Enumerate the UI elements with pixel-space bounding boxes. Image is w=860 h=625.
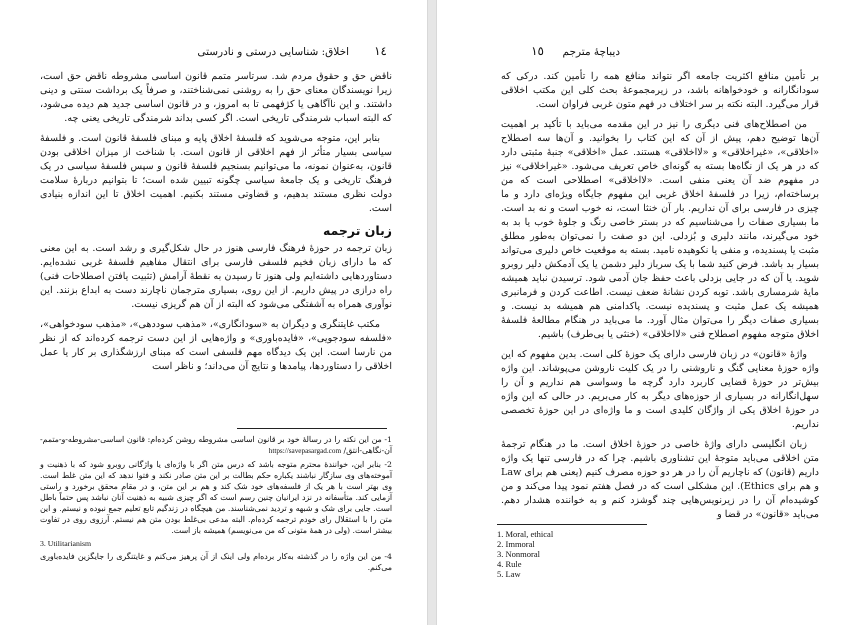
right-body-text xyxy=(501,70,819,528)
left-body-text xyxy=(40,70,392,380)
paragraph: ناقض حق و حقوق مردم شد. سرتاسر متمم قانون اساسی مشروطه ناقض حق است، زیرا نویسندگان معنای حق را به روشنی نمی‌شناختند، و صرفاً یک برداشت سنتی و دینی داشتند. و این ناآگاهی یا کژفهمی تا به امروز، و در قانون اساسی جدید هم دیده می‌شود، که البته اسباب شرمندگی تاریخی است. اگر کسی بداند شرمندگی تاریخی یعنی چه. xyxy=(40,71,392,124)
left-page xyxy=(0,0,428,625)
right-page xyxy=(436,0,860,625)
footnote-rule xyxy=(497,524,647,525)
running-head: دیباچهٔ مترجم xyxy=(562,46,620,58)
running-head: اخلاق: شناسایی درستی و نادرستی xyxy=(197,46,349,58)
paragraph: من اصطلاح‌های فنی دیگری را نیز در این مقدمه می‌باید با تأکید بر اهمیت آن‌ها توضیح دهم، پیش از آن که این کتاب را بخوانید. و آن‌ها سه اصطلاح «اخلاقی»، «غیراخلاقی» و «لااخلاقی» هستند. عمل «اخلاقی» جنبهٔ مثبتی دارد که در هر یک از نگاه‌ها بسته به گونه‌ای خاص تعریف می‌شود. «غیراخلاقی» نیز در مفهوم ضد آن یعنی منفی است. «لااخلاقی» اصطلاحی است که من برساخته‌ام، زیرا در فلسفهٔ اخلاق غربی این مفهوم جایگاه ویژه‌ای دارد و ما چیزی در فارسی برای آن نداریم. بار آن خنثا است، نه خوب است و نه بد است. ما بسیاری صفات را می‌شناسیم که در بستر خاصی رنگ و جلوهٔ خوب یا بد به خود می‌گیرند، مانند دلیری و بُزدلی. این دو صفت را نمی‌توان به‌طور مطلق مثبت یا پسندیده، و منفی یا نکوهیده نامید. بسته به موقعیت خاص دلیری می‌تواند بسیار بد باشد. فرض کنید شما با یک سرباز دلیر دشمن یا یک آدمکش دلیر روبرو شوید. یا آن که در جایی بزدلی باعث حفظ جان آدمی شود. ترسیدن نباید همیشه مایهٔ شرمساری باشد. توبه کردن نشانهٔ ضعف نیست. اطاعت کردن و فرمانبری همیشه یک عمل مثبت و پسندیده نیست. پاکدامنی هم همیشه بد نیست. و بسیاری صفات دیگر را می‌توان مثال آورد. ما می‌باید در هنگام مطالعهٔ فلسفهٔ اخلاق متوجه مفهوم اصطلاح فنی «لااخلاقی» (خنثی یا بی‌طرف) باشیم. xyxy=(501,119,819,340)
footnote: 2. Immoral xyxy=(497,539,535,549)
footnote: 5. Law xyxy=(497,569,521,579)
footnote: 3. Utilitarianism xyxy=(40,539,92,548)
paragraph: زبان انگلیسی دارای واژهٔ خاصی در حوزهٔ اخلاق است. ما در هنگام ترجمهٔ متن اخلاقی می‌باید متوجهٔ این تشناوری باشیم. چرا که در فارسی تنها یک واژه داریم (قانون) که ناچاریم آن را در هر دو حوزه مصرف کنیم (یعنی هم برای Law و هم برای Ethics). این مشکلی است که در فصل هفتم نمود پیدا می‌کند و من کوشیده‌ام آن را در زیرنویس‌هایی چند گوشزد کنم و به خواننده هشدار دهم. می‌باید «قانون» در قضا و xyxy=(501,439,819,520)
paragraph: واژهٔ «قانون» در زبان فارسی دارای یک حوزهٔ کلی است. بدین مفهوم که این واژه حوزهٔ معنایی گنگ و ناروشنی را در یک کلیت ناروشن می‌پوشاند. این واژه بیش‌تر در حوزهٔ قضایی کاربرد دارد گرچه ما وسواسی هم نداریم و آن را سهل‌انگارانه در بسیاری از حوزه‌های دیگر به کار می‌بریم. در حالی که این واژه در حوزهٔ اخلاق یکی از واژگان کلیدی است و ما واژه‌ای در این حوزهٔ تخصصی نداریم. xyxy=(501,349,819,430)
footnote: 3. Nonmoral xyxy=(497,549,540,559)
paragraph: بر تأمین منافع اکثریت جامعه اگر نتواند منافع همه را تأمین کند. درکی که سودانگارانه و خودخواهانه باشد، در زیرمجموعهٔ بحث کلی این مکتب اخلاقی قرار می‌گیرد. البته نکته بر سر اختلاف در فهم متون غربی فراوان است. xyxy=(501,71,819,110)
page-number: ١٤ xyxy=(374,44,387,58)
footnote: 4- من این واژه را در گذشته به‌کار برده‌ام ولی اینک از آن پرهیز می‌کنم و غایتنگری را جایگزین فایده‌باوری می‌کنم. xyxy=(40,552,392,572)
section-heading: زبان ترجمه xyxy=(322,223,392,238)
footnote: 4. Rule xyxy=(497,559,522,569)
page-number: ١٥ xyxy=(531,44,544,58)
book-gutter xyxy=(428,0,436,625)
footnote-rule xyxy=(237,428,387,429)
footnote: 2- بنابر این، خوانندهٔ محترم متوجه باشد که درس متن اگر با واژه‌ای یا واژگانی روبرو شود که با ذهنیت و آموخته‌های وی سازگار نباشند یکباره حکم بطالت بر این متن صادر نکند و فتوا ندهد که این متن غلط است. وی بهتر است با هر یک از فلسفه‌های خود شک کند و هم بر این متن، و در مقام محقق برخورد و راستی آزمایی کند. متأسفانه در نزد ایرانیان چنین رسم است که اگر چیزی شبیه به ذهنیت آنان نباشد پس حتماً باطل است. جایی برای شک و شبهه و تردید نمی‌شناسند. من هیچگاه در زندگیم تابع تعلیم جمع نبوده و نیستم. و این متن را با استقلال رای خودم ترجمه کرده‌ام. البته مدعی بی‌غلط بودن متن هم نیستم. آرزوی روی در تفاوت بیشتر است. (ولی در همهٔ متونی که من می‌نویسم) همیشه باز است. xyxy=(40,460,392,535)
paragraph: مکتب غایتنگری و دیگران به «سودانگاری»، «مذهب سوددهی»، «مذهب سودخواهی»، «فلسفه سودجویی»، «فایده‌باوری» و واژه‌هایی از این دست ترجمه کرده‌اند که از نظر من نارسا است. این یک دیدگاه مهم فلسفی است که مبنای ارزشگذاری بر کار یا عمل اخلاقی را دستاوردها، پیامدها و نتایج آن می‌داند؛ و ناظر است xyxy=(40,319,392,372)
footnote-url: https://savepasargad.com xyxy=(268,447,342,455)
footnotes xyxy=(497,529,697,579)
footnote: 1- من این نکته را در رسالهٔ خود بر قانون اساسی مشروطه روشن کرده‌ام: قانون اساسی-مشروطه-و-متمم-آن-نگاهی-انتق/ https://savepasargad.com xyxy=(40,435,392,455)
paragraph: بنابر این، متوجه می‌شوید که فلسفهٔ اخلاق پایه و مبنای فلسفهٔ قانون است. و فلسفهٔ سیاسی بسیار متأثر از فهم اخلاقی از قانون است. با شناخت از میزان اخلاقی بودن قانون، به‌عنوان نمونه، ما می‌توانیم بسنجیم فلسفهٔ قانون و سپس فلسفهٔ سیاسی در یک فرهنگ تاریخی و یک جامعهٔ سیاسی چگونه تبیین شده است؛ تا بتوانیم دربارهٔ سلامت دولت نظری مستند بدهیم، و قضاوتی مستند بکنیم. اهمیت اخلاق تا این اندازه بنیادی است. xyxy=(40,133,392,214)
footnotes xyxy=(40,434,392,575)
paragraph: زبان ترجمه در حوزهٔ فرهنگ فارسی هنوز در حال شکل‌گیری و رشد است. به این معنی که ما دارای زبان فخیم فلسفی فارسی برای انتقال مفاهیم فلسفهٔ غربی نشده‌ایم. دستاوردهایی داشته‌ایم ولی هنوز تا رسیدن به نقطهٔ آرامش (تثبیت یافتن اصطلاحات فنی) راه درازی در پیش داریم. از این روی، بسیاری مترجمان ناچارند دست به ابداع بزنند. این نوآوری همراه به آشفتگی می‌شود که البته از آن هم گریزی نیست. xyxy=(40,243,392,310)
footnote: 1. Moral, ethical xyxy=(497,529,554,539)
